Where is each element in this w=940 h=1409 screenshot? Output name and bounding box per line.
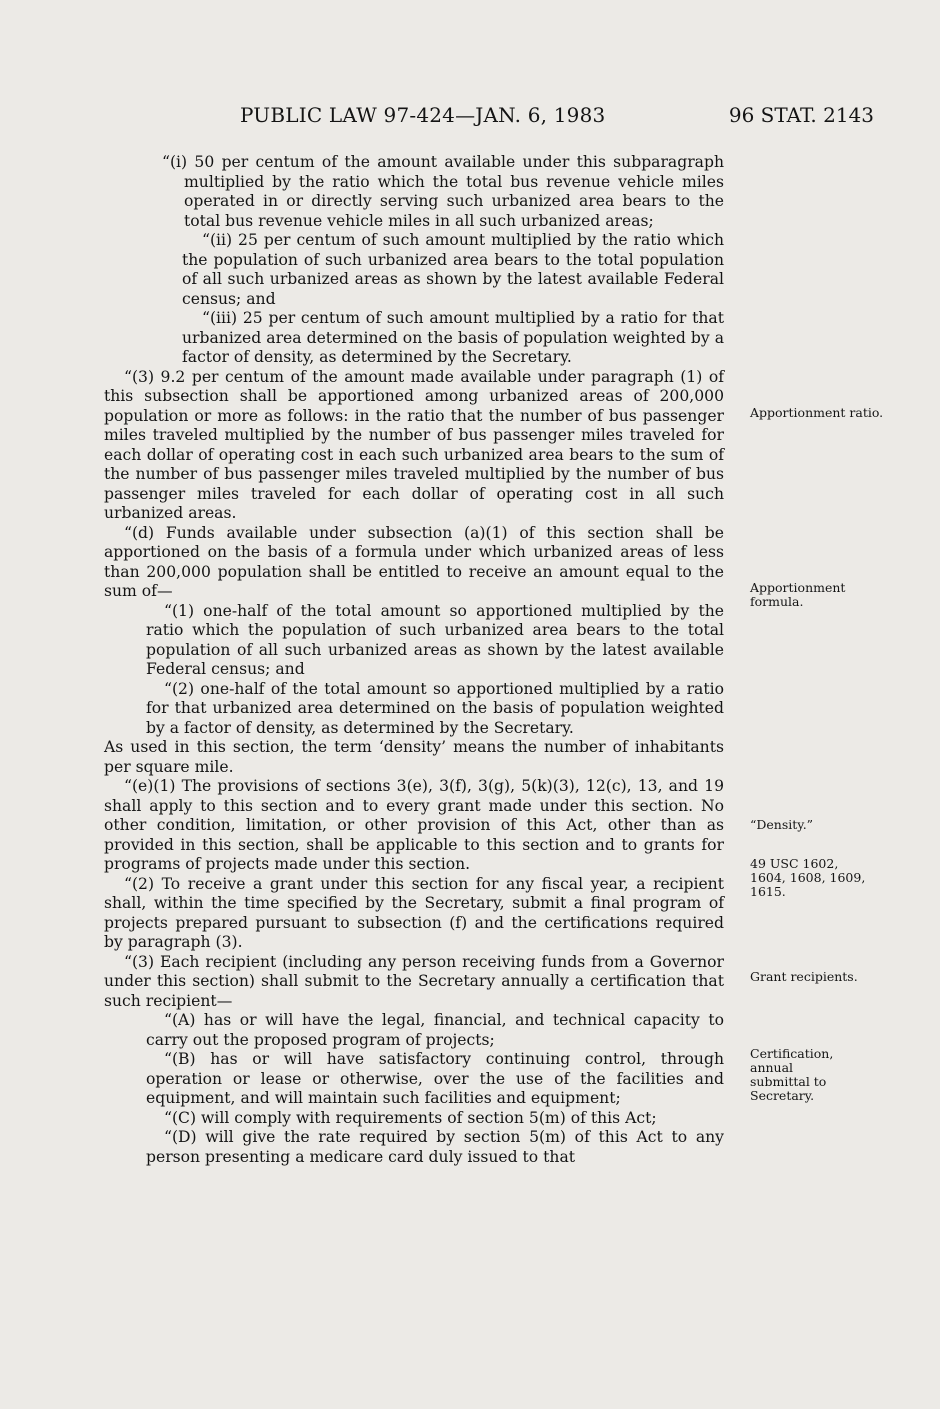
- subsection-d: “(d) Funds available under subsection (a)(1) of this section shall be apportioned on the basis of a formula under which urbanized areas of less than 200,000 population shall be entitled to receive an amount equal to the sum of—: [104, 523, 724, 600]
- clause-A: “(A) has or will have the legal, financial, and technical capacity to carry out the proposed program of projects;: [146, 1011, 724, 1049]
- margin-note-density: “Density.”: [750, 817, 814, 832]
- statute-page-number: 96 STAT. 2143: [728, 103, 874, 127]
- subsection-e-2: “(2) To receive a grant under this section for any fiscal year, a recipient shall, within the time specified by the Secretary, submit a final program of projects prepared pursuant to subsection (f) and the certifications required by paragraph (3).: [104, 874, 724, 951]
- subsection-d-1: “(1) one-half of the total amount so apportioned multiplied by the ratio which the population of such urbanized area bears to the total population of all such urbanized areas as shown by the latest available Federal census; and: [146, 601, 724, 678]
- statute-body: [104, 153, 724, 1167]
- density-definition: As used in this section, the term ‘density’ means the number of inhabitants per square mile.: [104, 738, 724, 776]
- clause-D: “(D) will give the rate required by section 5(m) of this Act to any person presenting a medicare card duly issued to that: [146, 1128, 724, 1166]
- margin-note-certification: Certification, annual submittal to Secretary.: [750, 1046, 834, 1103]
- subsection-e-3: “(3) Each recipient (including any person receiving funds from a Governor under this section) shall submit to the Secretary annually a certification that such recipient—: [104, 952, 724, 1010]
- clause-C: “(C) will comply with requirements of section 5(m) of this Act;: [164, 1108, 657, 1127]
- paragraph-3: “(3) 9.2 per centum of the amount made available under paragraph (1) of this subsection shall be apportioned among urbanized areas of 200,000 population or more as follows: in the ratio that the number of bus passenger miles traveled multiplied by the number of bus passenger miles traveled for each dollar of operating cost in each such urbanized area bears to the sum of the number of bus passenger miles traveled multiplied by the number of bus passenger miles traveled for each dollar of operating cost in all such urbanized areas.: [104, 367, 724, 522]
- clause-i: “(i) 50 per centum of the amount available under this subparagraph multiplied by the ratio which the total bus revenue vehicle miles operated in or directly serving such urbanized area bears to the total bus revenue vehicle miles in all such urbanized areas;: [162, 153, 724, 230]
- margin-note-usc-citation: 49 USC 1602, 1604, 1608, 1609, 1615.: [750, 856, 866, 899]
- clause-B: “(B) has or will have satisfactory continuing control, through operation or lease or otherwise, over the use of the facilities and equipment, and will maintain such facilities and equipment;: [146, 1050, 724, 1107]
- clause-ii: “(ii) 25 per centum of such amount multiplied by the ratio which the population of such urbanized area bears to the total population of all such urbanized areas as shown by the latest available Federal census; and: [182, 231, 724, 308]
- running-head-title: PUBLIC LAW 97-424—JAN. 6, 1983: [240, 103, 606, 127]
- margin-note-apportionment-formula: Apportionment formula.: [750, 580, 846, 609]
- margin-note-grant-recipients: Grant recipients.: [750, 969, 858, 984]
- margin-note-apportionment-ratio: Apportionment ratio.: [750, 405, 884, 420]
- subsection-e-1: “(e)(1) The provisions of sections 3(e), 3(f), 3(g), 5(k)(3), 12(c), 13, and 19 shall apply to this section and to every grant made under this section. No other condition, limitation, or other provision of this Act, other than as provided in this section, shall be applicable to this section and to grants for programs of projects made under this section.: [104, 777, 724, 873]
- subsection-d-2: “(2) one-half of the total amount so apportioned multiplied by a ratio for that urbanized area determined on the basis of population weighted by a factor of density, as determined by the Secretary.: [146, 679, 724, 737]
- clause-iii: “(iii) 25 per centum of such amount multiplied by a ratio for that urbanized area determined on the basis of population weighted by a factor of density, as determined by the Secretary.: [182, 309, 724, 366]
